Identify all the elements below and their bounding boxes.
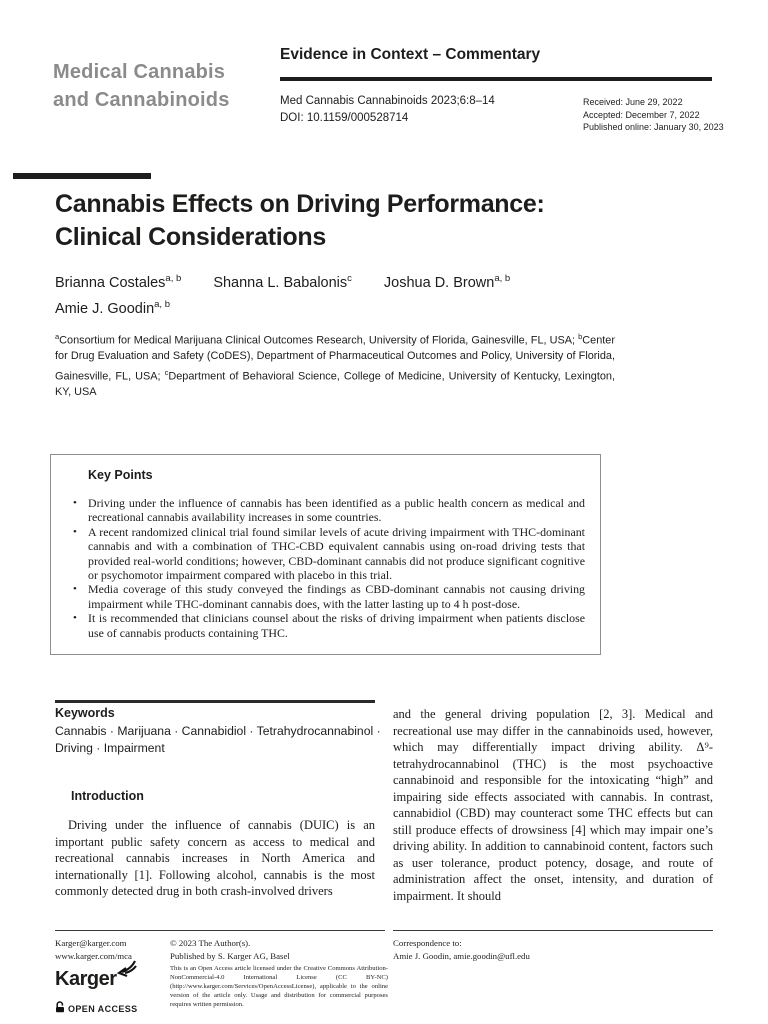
accepted-date: Accepted: December 7, 2022 — [583, 109, 700, 120]
key-point-item: • A recent randomized clinical trial found similar levels of acute driving impairment with THC-dominant cannabis and with a combination of THC-CBD equivalent cannabis using on-road driving tests that provided real-world conditions; however, CBD-dominant cannabis did not produce significant cognitive or psychomotor impairment compared with placebo in this trial. — [88, 525, 585, 583]
published-date: Published online: January 30, 2023 — [583, 122, 724, 132]
author-superscript: c — [347, 273, 352, 284]
doi-text: DOI: 10.1159/000528714 — [280, 112, 409, 124]
journal-logo — [53, 58, 230, 114]
author-list — [55, 273, 538, 325]
correspondence-label: Correspondence to: — [393, 938, 462, 948]
author-name: Shanna L. Babalonis$^c$ — [213, 273, 352, 291]
keywords-rule — [55, 700, 375, 703]
copyright-text: © 2023 The Author(s). — [170, 938, 251, 948]
author-superscript: a, b — [494, 273, 511, 284]
author-row — [55, 299, 538, 325]
author-superscript: a, b — [154, 299, 170, 310]
key-points-title: Key Points — [88, 468, 153, 482]
affiliations-text: $^a$Consortium for Medical Marijuana Clinical Outcomes Research, University of Florida, Gainesville, FL, USA; $^b$Center for Drug Evaluation and Safety (CoDES), Department of Pharmaceutical Outcomes and Policy, University of Florida, Gainesville, FL, USA; $^c$Department of Behavioral Science, College of Medicine, University of Kentucky, Lexington, KY, USA — [55, 332, 615, 399]
author-row — [55, 273, 538, 299]
open-access-label: OPEN ACCESS — [68, 1004, 138, 1014]
body-right-column: and the general driving population [2, 3]. Medical and recreational use may differ in the cannabinoids used, however, which may differentially impact driving ability. Δ⁹-tetrahydrocannabinol (THC) is the most psychoactive cannabinoid and responsible for the intoxicating “high” and impairing side effects associated with cannabis. In contrast, cannabidiol (CBD) may counteract some THC effects but can still produce effects of drowsiness [4] which may impair one’s driving ability. In addition to cannabinoid content, factors such as user tolerance, product potency, dosage, and route of administration affect the onset, intensity, and duration of impairment. It should — [393, 707, 713, 904]
publisher-website-link[interactable]: www.karger.com/mca — [55, 950, 132, 961]
article-type-heading: Evidence in Context – Commentary — [280, 46, 541, 63]
author-name: Brianna Costales$^{a, b}$ — [55, 273, 182, 291]
author-name: Joshua D. Brown$^{a, b}$ — [383, 273, 511, 291]
open-access-icon — [55, 1000, 65, 1018]
journal-name-line2: and Cannabinoids — [53, 89, 230, 111]
publisher-email-link[interactable]: Karger@karger.com — [55, 938, 127, 948]
article-title: Cannabis Effects on Driving Performance: Clinical Considerations — [55, 190, 545, 251]
title-accent-bar — [13, 173, 151, 179]
citation-text: Med Cannabis Cannabinoids 2023;6:8–14 — [280, 95, 495, 107]
journal-name-line1: Medical Cannabis — [53, 61, 226, 83]
karger-logo — [55, 968, 116, 991]
publisher-contact — [55, 937, 132, 963]
karger-logo-text: Karger — [55, 968, 117, 990]
key-point-item: • Driving under the influence of cannabis has been identified as a public health concern as medical and recreational cannabis availability increases in some countries. — [88, 496, 585, 525]
article-dates — [583, 96, 724, 134]
author-name: Amie J. Goodin$^{a, b}$ — [55, 299, 170, 317]
key-point-item: • Media coverage of this study conveyed the findings as CBD-dominant cannabis not causing driving impairment while THC-dominant cannabis does, with the latter lasting up to 4 h post-dose. — [88, 582, 585, 611]
license-text: This is an Open Access article licensed under the Creative Commons Attribution-NonCommercial-4.0 International License (CC BY-NC) (http://www.karger.com/Services/OpenAccessLicense), applicable to the online version of the article only. Usage and distribution for commercial purposes requires written permission. — [170, 965, 388, 1008]
open-access-badge — [55, 1000, 138, 1018]
keywords-heading: Keywords — [55, 706, 115, 720]
keywords-text: Cannabis · Marijuana · Cannabidiol · Tetrahydrocannabinol · Driving · Impairment — [55, 724, 381, 755]
publisher-text: Published by S. Karger AG, Basel — [170, 950, 290, 961]
header-rule — [280, 77, 712, 81]
copyright-block — [170, 937, 290, 963]
correspondence-email[interactable]: Amie J. Goodin, amie.goodin@ufl.edu — [393, 950, 530, 961]
author-superscript: a, b — [165, 273, 182, 284]
received-date: Received: June 29, 2022 — [583, 97, 683, 107]
citation-block — [280, 93, 495, 127]
introduction-heading: Introduction — [71, 789, 144, 803]
key-points-list — [88, 496, 585, 640]
footer-rule-left — [55, 930, 385, 931]
correspondence-block — [393, 937, 530, 963]
footer-rule-right — [393, 930, 713, 931]
key-points-box — [50, 454, 601, 655]
introduction-paragraph: Driving under the influence of cannabis (DUIC) is an important public safety concern as access to medical and recreational cannabis increases in North America and internationally [1]. Following alcohol, cannabis is the most commonly detected drug in both crash-involved drivers — [55, 818, 375, 899]
karger-logo-mark-icon — [115, 960, 137, 986]
key-point-item: • It is recommended that clinicians counsel about the risks of driving impairment when patients disclose use of cannabis products containing THC. — [88, 611, 585, 640]
